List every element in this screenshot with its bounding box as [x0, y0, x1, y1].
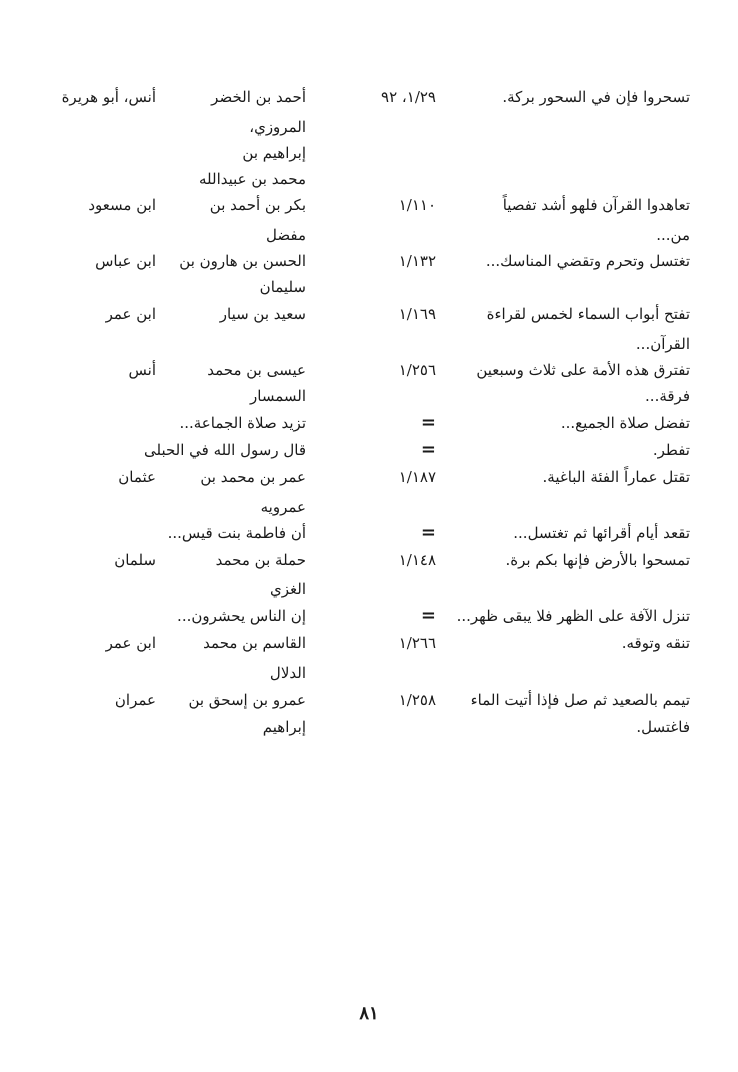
index-entry: [0, 274, 738, 298]
narrator-name: عمرو بن إسحق بن: [188, 691, 306, 709]
hadith-text: تغتسل وتحرم وتقضي المناسك...: [485, 252, 690, 270]
hadith-text: تسحروا فإن في السحور بركة.: [502, 88, 690, 106]
hadith-text: فاغتسل.: [636, 718, 690, 736]
index-entry: [0, 248, 738, 272]
volume-page-ref: ١/١٣٢: [398, 252, 436, 270]
hadith-text: تفضل صلاة الجميع...: [560, 414, 690, 432]
narrator-name: سليمان: [259, 278, 306, 296]
index-entry: [0, 301, 738, 325]
volume-page-ref: ١/١٦٩: [398, 305, 436, 323]
narrator-name: الحسن بن هارون بن: [179, 252, 306, 270]
hadith-text: تفتح أبواب السماء لخمس لقراءة: [486, 305, 690, 323]
companion-name: ابن مسعود: [88, 196, 156, 214]
index-entry: [0, 410, 738, 434]
index-entry: [0, 660, 738, 684]
index-entry: [0, 630, 738, 654]
hadith-text: تنزل الآفة على الظهر فلا يبقى ظهر...: [456, 607, 690, 625]
page-number: ٨١: [359, 1003, 379, 1024]
index-entry: [0, 464, 738, 488]
volume-page-ref: ١/١١٠: [398, 196, 436, 214]
hadith-text: تنقه وتوقه.: [621, 634, 690, 652]
hadith-text: تيمم بالصعيد ثم صل فإذا أتيت الماء: [470, 691, 690, 709]
index-entry: [0, 576, 738, 600]
companion-name: أنس: [128, 361, 156, 379]
volume-page-ref: =: [420, 412, 436, 433]
volume-page-ref: ١/٢٦٦: [398, 634, 436, 652]
index-entry: [0, 714, 738, 738]
volume-page-ref: ١/٢٩، ٩٢: [381, 88, 436, 106]
index-entry: [0, 357, 738, 381]
narrator-name: أن فاطمة بنت قيس...: [167, 524, 306, 542]
narrator-name: الدلال: [269, 664, 306, 682]
narrator-name: بكر بن أحمد بن: [209, 196, 306, 214]
index-entry: [0, 166, 738, 190]
index-entry: [0, 437, 738, 461]
index-entry: [0, 687, 738, 711]
narrator-name: حملة بن محمد: [215, 551, 306, 569]
narrator-name: القاسم بن محمد: [203, 634, 306, 652]
narrator-name: المروزي،: [249, 118, 306, 136]
narrator-name: إبراهيم بن: [242, 144, 306, 162]
index-entry: [0, 520, 738, 544]
volume-page-ref: =: [420, 605, 436, 626]
narrator-name: عمر بن محمد بن: [200, 468, 306, 486]
volume-page-ref: ١/٢٥٨: [398, 691, 436, 709]
narrator-name: عمرويه: [260, 498, 306, 516]
index-entry: [0, 383, 738, 407]
hadith-text: تمسحوا بالأرض فإنها بكم برة.: [505, 551, 690, 569]
volume-page-ref: ١/١٤٨: [398, 551, 436, 569]
narrator-name: الغزي: [270, 580, 306, 598]
index-entry: [0, 331, 738, 355]
narrator-name: عيسى بن محمد: [207, 361, 306, 379]
narrator-name: محمد بن عبيدالله: [198, 170, 306, 188]
hadith-text: تقتل عماراً الفئة الباغية.: [542, 468, 690, 486]
hadith-text: القرآن...: [635, 335, 690, 353]
hadith-text: من...: [656, 226, 690, 244]
hadith-text: تفترق هذه الأمة على ثلاث وسبعين: [476, 361, 690, 379]
companion-name: عمران: [114, 691, 156, 709]
companion-name: ابن عمر: [105, 634, 156, 652]
hadith-text: تقعد أيام أقرائها ثم تغتسل...: [513, 524, 690, 542]
narrator-name: قال رسول الله في الحبلى: [143, 441, 306, 459]
narrator-name: إن الناس يحشرون...: [177, 607, 306, 625]
narrator-name: أحمد بن الخضر: [211, 88, 306, 106]
index-entry: [0, 192, 738, 216]
volume-page-ref: =: [420, 522, 436, 543]
index-entry: [0, 140, 738, 164]
hadith-text: فرقة...: [645, 387, 690, 405]
hadith-text: تفطر.: [652, 441, 690, 459]
narrator-name: مفضل: [266, 226, 306, 244]
index-entry: [0, 84, 738, 108]
narrator-name: السمسار: [250, 387, 306, 405]
narrator-name: تزيد صلاة الجماعة...: [179, 414, 306, 432]
companion-name: سلمان: [114, 551, 156, 569]
volume-page-ref: =: [420, 439, 436, 460]
companion-name: عثمان: [118, 468, 156, 486]
companion-name: ابن عمر: [105, 305, 156, 323]
volume-page-ref: ١/٢٥٦: [398, 361, 436, 379]
index-entry: [0, 603, 738, 627]
index-entry: [0, 547, 738, 571]
narrator-name: إبراهيم: [262, 718, 306, 736]
hadith-text: تعاهدوا القرآن فلهو أشد تفصياً: [502, 196, 690, 214]
companion-name: ابن عباس: [95, 252, 156, 270]
index-entry: [0, 494, 738, 518]
narrator-name: سعيد بن سيار: [219, 305, 306, 323]
index-entry: [0, 114, 738, 138]
volume-page-ref: ١/١٨٧: [398, 468, 436, 486]
index-entry: [0, 222, 738, 246]
companion-name: أنس، أبو هريرة: [61, 88, 156, 106]
